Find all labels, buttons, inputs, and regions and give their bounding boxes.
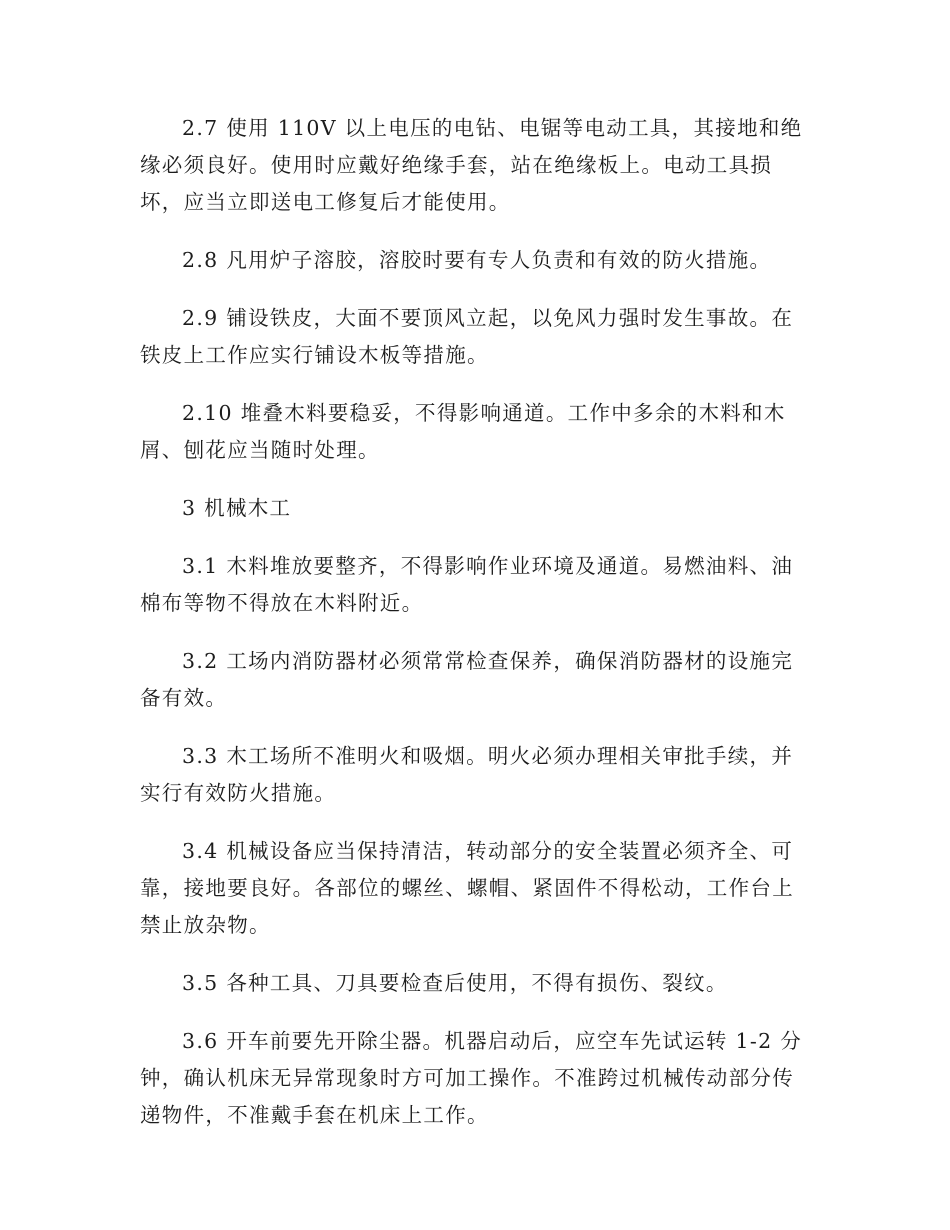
paragraph-3-1: 3.1 木料堆放要整齐，不得影响作业环境及通道。易燃油料、油棉布等物不得放在木料附近。 xyxy=(140,554,794,615)
paragraph-3-6: 3.6 开车前要先开除尘器。机器启动后，应空车先试运转 1-2 分钟，确认机床无异常现象时方可加工操作。不准跨过机械传动部分传递物件，不准戴手套在机床上工作。 xyxy=(140,1029,803,1127)
paragraph-3-3: 3.3 木工场所不准明火和吸烟。明火必须办理相关审批手续，并实行有效防火措施。 xyxy=(140,744,794,805)
paragraph-3-5: 3.5 各种工具、刀具要检查后使用，不得有损伤、裂纹。 xyxy=(182,971,728,995)
paragraph-3-2: 3.2 工场内消防器材必须常常检查保养，确保消防器材的设施完备有效。 xyxy=(140,649,794,710)
paragraph-2-8: 2.8 凡用炉子溶胶，溶胶时要有专人负责和有效的防火措施。 xyxy=(182,248,772,272)
document-body xyxy=(140,110,812,1155)
section-heading-3: 3 机械木工 xyxy=(182,496,292,520)
paragraph-2-9: 2.9 铺设铁皮，大面不要顶风立起，以免风力强时发生事故。在铁皮上工作应实行铺设木板等措施。 xyxy=(140,306,794,367)
paragraph-2-7: 2.7 使用 110V 以上电压的电钻、电锯等电动工具，其接地和绝缘必须良好。使用时应戴好绝缘手套，站在绝缘板上。电动工具损坏，应当立即送电工修复后才能使用。 xyxy=(140,116,803,214)
paragraph-3-4: 3.4 机械设备应当保持清洁，转动部分的安全装置必须齐全、可靠，接地要良好。各部位的螺丝、螺帽、紧固件不得松动，工作台上禁止放杂物。 xyxy=(140,839,794,937)
paragraph-2-10: 2.10 堆叠木料要稳妥，不得影响通道。工作中多余的木料和木屑、刨花应当随时处理。 xyxy=(140,401,786,462)
